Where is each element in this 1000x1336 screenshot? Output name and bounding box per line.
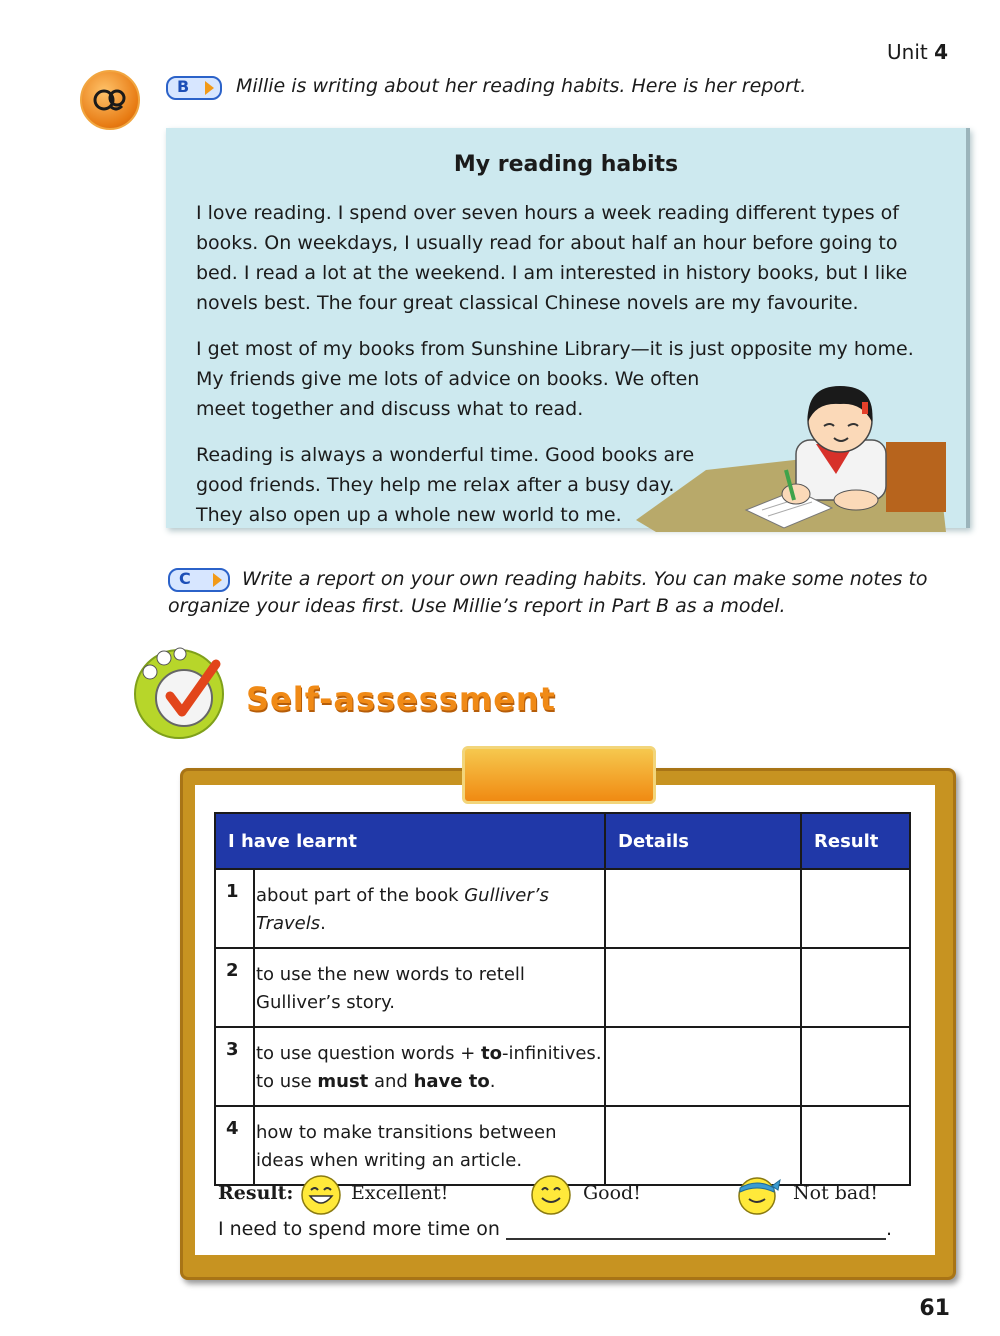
- rating-excellent: Excellent!: [351, 1182, 449, 1204]
- part-c-instruction-line1: Write a report on your own reading habits. You can make some notes to: [242, 568, 928, 590]
- row-text: to use the new words to retell Gulliver’s story.: [254, 948, 605, 1027]
- details-cell[interactable]: [605, 869, 801, 948]
- unit-label: Unit 4: [887, 40, 948, 64]
- report-title: My reading habits: [453, 152, 679, 177]
- row-text: to use question words + to-infinitives. to use must and have to.: [254, 1027, 605, 1106]
- rating-good: Good!: [583, 1182, 641, 1204]
- row-text: about part of the book Gulliver’s Travels.: [254, 869, 605, 948]
- girl-writing-illustration: [636, 382, 966, 532]
- row-number: 2: [215, 948, 254, 1027]
- table-row: [215, 869, 910, 948]
- self-assessment-table: [214, 812, 911, 1186]
- column-header-learnt: I have learnt: [215, 813, 605, 869]
- column-header-details: Details: [605, 813, 801, 869]
- smiley-good-icon: [530, 1174, 572, 1216]
- part-c-tag: C: [168, 568, 232, 596]
- rating-not-bad: Not bad!: [793, 1182, 879, 1204]
- result-cell[interactable]: [801, 1027, 910, 1106]
- answer-blank[interactable]: [506, 1220, 886, 1240]
- result-cell[interactable]: [801, 1106, 910, 1185]
- need-more-time-line: I need to spend more time on .: [218, 1218, 893, 1240]
- row-number: 3: [215, 1027, 254, 1106]
- part-b-tag: B: [166, 76, 222, 104]
- table-row: [215, 1027, 910, 1106]
- smiley-excellent-icon: [300, 1174, 342, 1216]
- details-cell[interactable]: [605, 1027, 801, 1106]
- part-c-instruction-line2: organize your ideas first. Use Millie’s report in Part B as a model.: [168, 595, 786, 617]
- row-number: 1: [215, 869, 254, 948]
- table-header-row: [215, 813, 910, 869]
- column-header-result: Result: [801, 813, 910, 869]
- activity-icon: [80, 70, 140, 130]
- details-cell[interactable]: [605, 948, 801, 1027]
- report-paragraph-3: Reading is always a wonderful time. Good books are good friends. They help me relax after a busy day. They also open up a whole new world to me.: [196, 444, 695, 526]
- report-paragraph-2: I get most of my books from Sunshine Library—it is just opposite my home. My friends give me lots of advice on books. We often meet together and discuss what to read.: [196, 338, 914, 420]
- result-cell[interactable]: [801, 869, 910, 948]
- page-number: 61: [919, 1296, 950, 1321]
- smiley-not-bad-icon: [736, 1172, 782, 1216]
- self-assessment-title: Self-assessment: [246, 680, 556, 718]
- part-b-instruction: Millie is writing about her reading habits. Here is her report.: [236, 75, 807, 97]
- row-text: how to make transitions between ideas when writing an article.: [254, 1106, 605, 1185]
- table-row: [215, 948, 910, 1027]
- checkmark-badge-icon: [124, 642, 234, 742]
- row-number: 4: [215, 1106, 254, 1185]
- result-cell[interactable]: [801, 948, 910, 1027]
- clipboard-clip: [462, 746, 656, 804]
- report-paragraph-1: I love reading. I spend over seven hours a week reading different types of books. On weekdays, I usually read for about half an hour before going to bed. I read a lot at the weekend. I am interested in history books, but I like novels best. The four great classical Chinese novels are my favourite.: [196, 202, 908, 314]
- result-label: Result:: [218, 1182, 294, 1204]
